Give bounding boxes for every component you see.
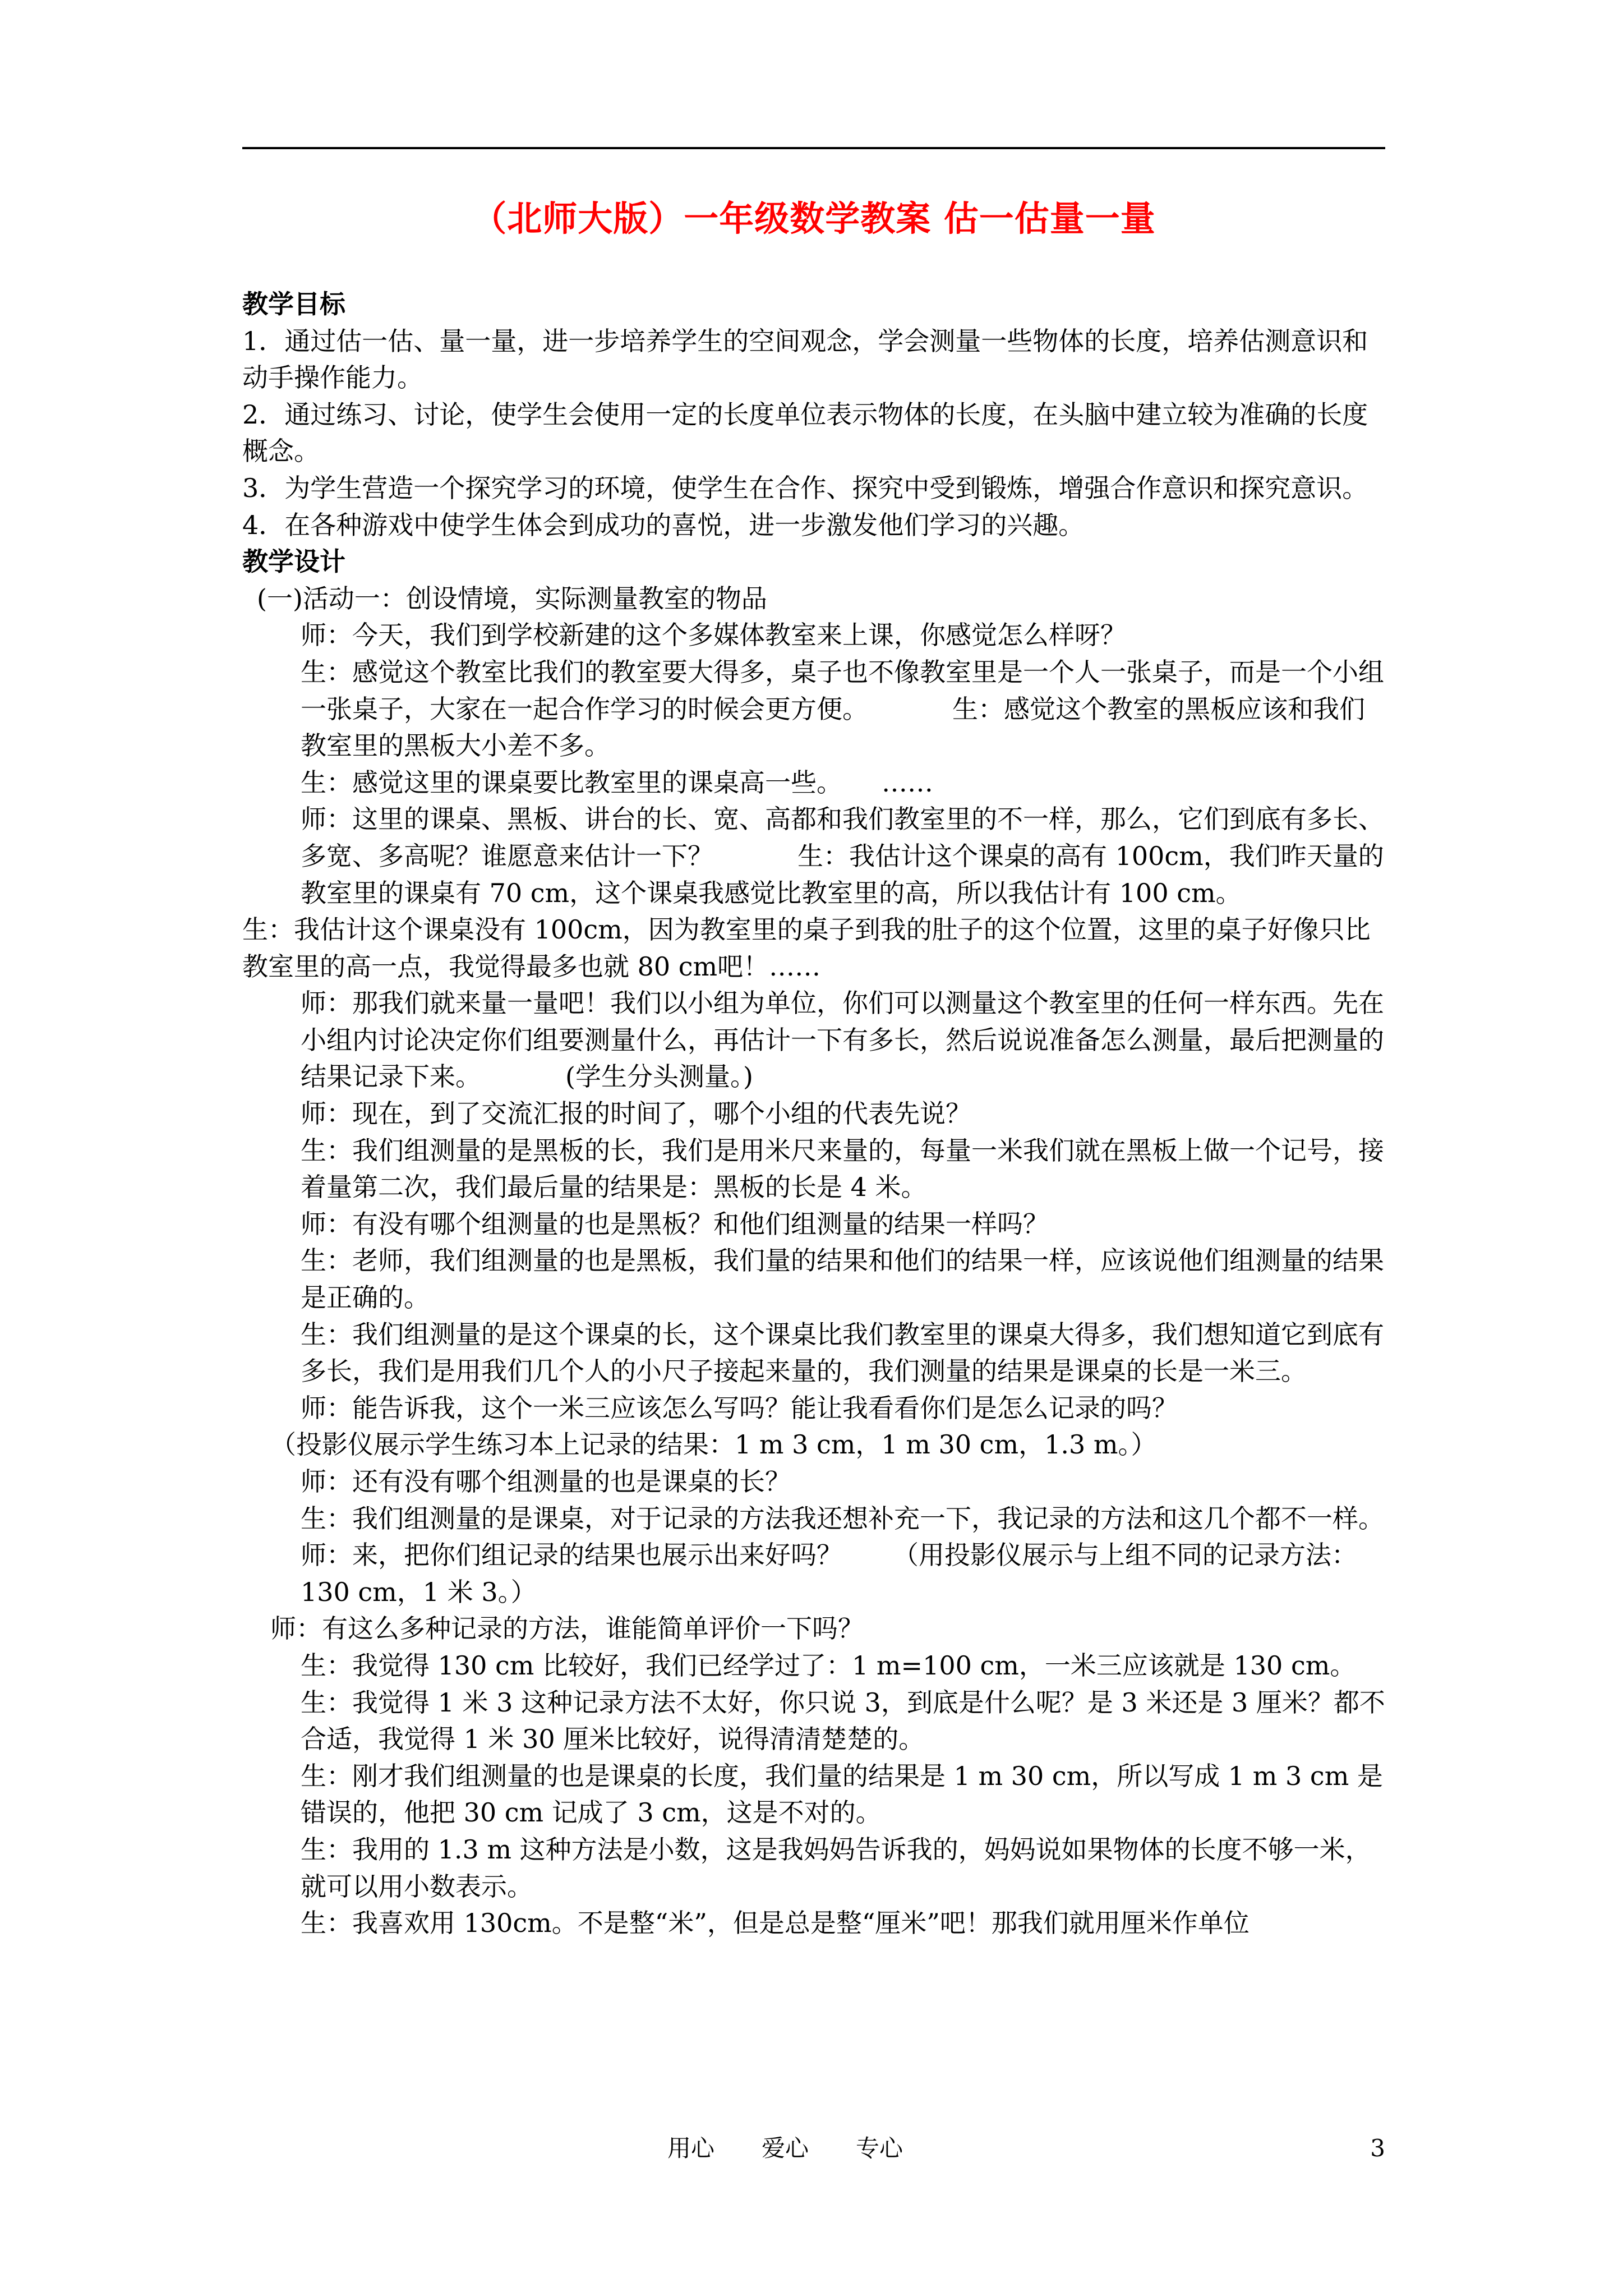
footer-motto: 用心 爱心 专心 xyxy=(667,2134,903,2162)
paragraph-text: (学生分头测量。) xyxy=(565,1061,753,1092)
paragraph-text: 师：这里的课桌、黑板、讲台的长、宽、高都和我们教室里的不一样，那么，它们到底有多长、多宽、多高呢？谁愿意来估计一下？ xyxy=(301,804,1384,871)
document-title: （北师大版）一年级数学教案 估一估量一量 xyxy=(472,198,1156,239)
activity-heading: (一)活动一：创设情境，实际测量教室的物品 xyxy=(257,583,767,614)
paragraph-text: …… xyxy=(882,767,933,798)
paragraph: 生：我用的 1.3 m 这种方法是小数，这是我妈妈告诉我的，妈妈说如果物体的长度不够一米，就可以用小数表示。 xyxy=(301,1834,1371,1902)
paragraph: 生：我们组测量的是这个课桌的长，这个课桌比我们教室里的课桌大得多，我们想知道它到底有多长，我们是用我们几个人的小尺子接起来量的，我们测量的结果是课桌的长是一米三。 xyxy=(301,1319,1384,1387)
objective-item: 1．通过估一估、量一量，进一步培养学生的空间观念，学会测量一些物体的长度，培养估测意识和动手操作能力。 xyxy=(242,325,1368,393)
paragraph: （投影仪展示学生练习本上记录的结果：1 m 3 cm，1 m 30 cm，1.3 m。） xyxy=(270,1429,1157,1460)
objectives-heading: 教学目标 xyxy=(242,289,345,319)
paragraph: 生：我喜欢用 130cm。不是整“米”，但是总是整“厘米”吧！那我们就用厘米作单位 xyxy=(301,1908,1249,1939)
paragraph: 生：我觉得 1 米 3 这种记录方法不太好，你只说 3，到底是什么呢？是 3 米还是 3 厘米？都不合适，我觉得 1 米 30 厘米比较好，说得清清楚楚的。 xyxy=(301,1687,1385,1755)
objective-item: 3．为学生营造一个探究学习的环境，使学生在合作、探究中受到锻炼，增强合作意识和探究意识。 xyxy=(242,472,1368,503)
paragraph: 生：刚才我们组测量的也是课桌的长度，我们量的结果是 1 m 30 cm，所以写成 1 m 3 cm 是错误的，他把 30 cm 记成了 3 cm，这是不对的。 xyxy=(301,1760,1383,1828)
paragraph: 生：老师，我们组测量的也是黑板，我们量的结果和他们的结果一样，应该说他们组测量的结果是正确的。 xyxy=(301,1245,1384,1313)
objective-item: 4．在各种游戏中使学生体会到成功的喜悦，进一步激发他们学习的兴趣。 xyxy=(242,509,1085,540)
paragraph-text: 生：感觉这里的课桌要比教室里的课桌高一些。 xyxy=(301,767,842,798)
design-heading: 教学设计 xyxy=(242,546,345,577)
paragraph-text: 生：感觉这个教室的黑板应该和我们教室里的黑板大小差不多。 xyxy=(301,693,1365,761)
paragraph xyxy=(242,801,1386,912)
paragraph: 生：我们组测量的是黑板的长，我们是用米尺来量的，每量一米我们就在黑板上做一个记号，接着量第二次，我们最后量的结果是：黑板的长是 4 米。 xyxy=(301,1135,1384,1203)
header-rule xyxy=(242,147,1385,149)
paragraph: 生：我们组测量的是课桌，对于记录的方法我还想补充一下，我记录的方法和这几个都不一样。 xyxy=(301,1503,1384,1534)
paragraph: 师：有这么多种记录的方法，谁能简单评价一下吗？ xyxy=(270,1613,864,1644)
paragraph-text: （用投影仪展示与上组不同的记录方法：130 cm，1 米 3。） xyxy=(301,1540,1357,1607)
paragraph: 师：现在，到了交流汇报的时间了，哪个小组的代表先说？ xyxy=(301,1098,971,1129)
paragraph xyxy=(242,985,1386,1096)
paragraph-text: 生：我估计这个课桌的高有 100cm，我们昨天量的教室里的课桌有 70 cm，这个课桌我感觉比教室里的高，所以我估计有 100 cm。 xyxy=(301,840,1384,908)
paragraph xyxy=(242,765,1386,802)
paragraph-text: 师：来，把你们组记录的结果也展示出来好吗？ xyxy=(301,1540,842,1571)
paragraph: 生：我觉得 130 cm 比较好，我们已经学过了：1 m=100 cm，一米三应该就是 130 cm。 xyxy=(301,1650,1356,1681)
paragraph-text: 师：那我们就来量一量吧！我们以小组为单位，你们可以测量这个教室里的任何一样东西。先在小组内讨论决定你们组要测量什么，再估计一下有多长，然后说说准备怎么测量，最后把测量的结果记录下来。 xyxy=(301,988,1384,1092)
paragraph: 师：今天，我们到学校新建的这个多媒体教室来上课，你感觉怎么样呀？ xyxy=(301,620,1126,651)
document-body xyxy=(242,286,1386,1942)
paragraph xyxy=(242,1537,1386,1611)
paragraph xyxy=(242,654,1386,765)
paragraph-text: 生：感觉这个教室比我们的教室要大得多，桌子也不像教室里是一个人一张桌子，而是一个小组一张桌子，大家在一起合作学习的时候会更方便。 xyxy=(301,656,1384,724)
paragraph: 师：有没有哪个组测量的也是黑板？和他们组测量的结果一样吗？ xyxy=(301,1208,1049,1239)
paragraph: 师：能告诉我，这个一米三应该怎么写吗？能让我看看你们是怎么记录的吗？ xyxy=(301,1392,1178,1423)
paragraph: 师：还有没有哪个组测量的也是课桌的长？ xyxy=(301,1466,791,1497)
page-number: 3 xyxy=(1370,2134,1385,2162)
paragraph: 生：我估计这个课桌没有 100cm，因为教室里的桌子到我的肚子的这个位置，这里的桌子好像只比教室里的高一点，我觉得最多也就 80 cm吧！…… xyxy=(242,914,1371,982)
objective-item: 2．通过练习、讨论，使学生会使用一定的长度单位表示物体的长度，在头脑中建立较为准确的长度概念。 xyxy=(242,399,1368,467)
